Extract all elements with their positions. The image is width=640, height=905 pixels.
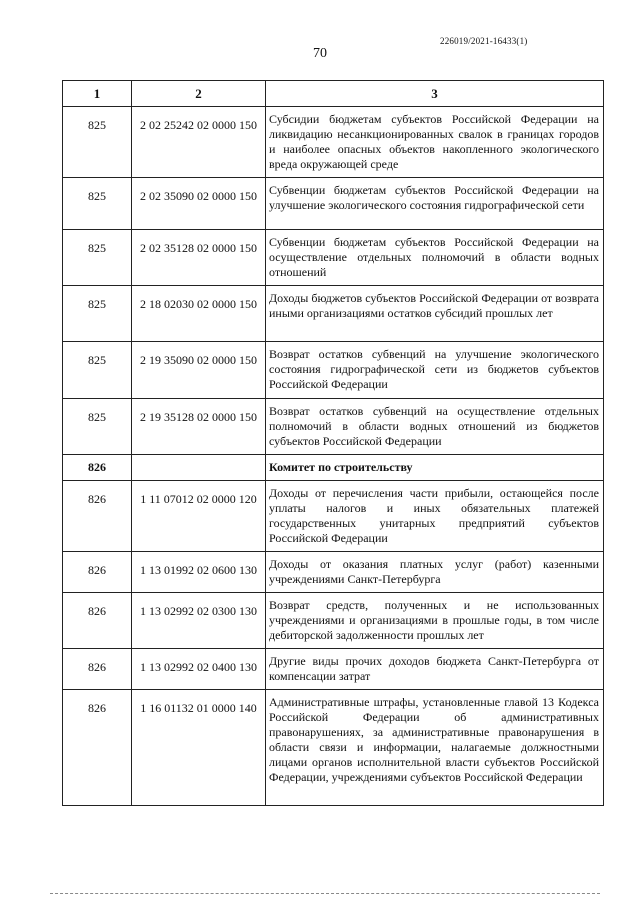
column-header-1: 1 bbox=[63, 81, 132, 107]
description-cell-text: Комитет по строительству bbox=[269, 460, 413, 474]
admin-code-cell bbox=[63, 178, 132, 230]
description-cell bbox=[266, 649, 604, 690]
table-row bbox=[63, 455, 604, 481]
admin-code-cell bbox=[63, 649, 132, 690]
description-cell bbox=[266, 690, 604, 806]
description-cell bbox=[266, 481, 604, 552]
description-cell bbox=[266, 593, 604, 649]
admin-code-cell bbox=[63, 690, 132, 806]
table-row bbox=[63, 690, 604, 806]
admin-code-cell bbox=[63, 286, 132, 342]
admin-code-cell-text: 825 bbox=[88, 410, 106, 424]
kbk-code-cell-text: 1 13 01992 02 0600 130 bbox=[140, 563, 257, 577]
table-row bbox=[63, 107, 604, 178]
admin-code-cell bbox=[63, 552, 132, 593]
description-cell bbox=[266, 230, 604, 286]
kbk-code-cell-text: 2 18 02030 02 0000 150 bbox=[140, 297, 257, 311]
description-cell-text: Субсидии бюджетам субъектов Российской Федерации на ликвидацию несанкционированных свалок в границах городов и наиболее опасных объектов накопленного экологического вреда окружающей среде bbox=[269, 112, 599, 171]
table-row bbox=[63, 481, 604, 552]
table-row bbox=[63, 230, 604, 286]
admin-code-cell bbox=[63, 107, 132, 178]
page-number: 70 bbox=[313, 46, 327, 61]
description-cell-text: Возврат остатков субвенций на улучшение экологического состояния гидрографической сети из бюджетов субъектов Российской Федерации bbox=[269, 347, 599, 391]
description-cell-text: Возврат остатков субвенций на осуществление отдельных полномочий в области водных отношений из бюджетов субъектов Российской Федерации bbox=[269, 404, 599, 448]
kbk-code-cell-text: 2 02 35090 02 0000 150 bbox=[140, 189, 257, 203]
description-cell-text: Возврат средств, полученных и не использованных учреждениями и организациями в прошлые годы, в том числе дебиторской задолженности прошлых лет bbox=[269, 598, 599, 642]
kbk-code-cell bbox=[132, 649, 266, 690]
admin-code-cell-text: 826 bbox=[88, 660, 106, 674]
kbk-code-cell-text: 2 02 25242 02 0000 150 bbox=[140, 118, 257, 132]
table-body bbox=[63, 107, 604, 806]
admin-code-cell-text: 826 bbox=[88, 604, 106, 618]
description-cell-text: Доходы от перечисления части прибыли, остающейся после уплаты налогов и иных обязательных платежей государственных унитарных предприятий субъектов Российской Федерации bbox=[269, 486, 599, 545]
admin-code-cell-text: 826 bbox=[88, 492, 106, 506]
kbk-code-cell bbox=[132, 286, 266, 342]
document-id: 226019/2021-16433(1) bbox=[440, 36, 528, 46]
kbk-code-cell-text: 2 19 35128 02 0000 150 bbox=[140, 410, 257, 424]
admin-code-cell bbox=[63, 455, 132, 481]
kbk-code-cell bbox=[132, 178, 266, 230]
kbk-code-cell bbox=[132, 690, 266, 806]
table-row bbox=[63, 649, 604, 690]
admin-code-cell bbox=[63, 481, 132, 552]
kbk-code-cell-text bbox=[132, 455, 265, 466]
description-cell bbox=[266, 342, 604, 399]
kbk-code-cell bbox=[132, 552, 266, 593]
kbk-code-cell-text: 2 19 35090 02 0000 150 bbox=[140, 353, 257, 367]
kbk-code-cell bbox=[132, 455, 266, 481]
admin-code-cell-text: 825 bbox=[88, 118, 106, 132]
admin-code-cell-text: 826 bbox=[88, 460, 106, 474]
kbk-code-cell-text: 1 16 01132 01 0000 140 bbox=[140, 701, 257, 715]
column-header-3: 3 bbox=[266, 81, 604, 107]
admin-code-cell bbox=[63, 593, 132, 649]
kbk-code-cell bbox=[132, 399, 266, 455]
table-row bbox=[63, 552, 604, 593]
budget-classification-table bbox=[62, 80, 604, 806]
description-cell-text: Субвенции бюджетам субъектов Российской Федерации на осуществление отдельных полномочий в области водных отношений bbox=[269, 235, 599, 279]
column-header-2: 2 bbox=[132, 81, 266, 107]
admin-code-cell bbox=[63, 230, 132, 286]
table-row bbox=[63, 399, 604, 455]
table-row bbox=[63, 178, 604, 230]
description-cell bbox=[266, 455, 604, 481]
description-cell bbox=[266, 552, 604, 593]
admin-code-cell-text: 825 bbox=[88, 189, 106, 203]
admin-code-cell-text: 825 bbox=[88, 297, 106, 311]
description-cell-text: Субвенции бюджетам субъектов Российской Федерации на улучшение экологического состояния гидрографической сети bbox=[269, 183, 599, 212]
description-cell bbox=[266, 178, 604, 230]
admin-code-cell-text: 826 bbox=[88, 563, 106, 577]
kbk-code-cell bbox=[132, 481, 266, 552]
table-row bbox=[63, 342, 604, 399]
kbk-code-cell-text: 2 02 35128 02 0000 150 bbox=[140, 241, 257, 255]
table-header-row bbox=[63, 81, 604, 107]
description-cell-text: Административные штрафы, установленные главой 13 Кодекса Российской Федерации об административных правонарушениях, за административные правонарушения в области связи и информации, налагаемые должностными лицами органов исполнительной власти субъектов Российской Федерации, учреждениями субъектов Российской Федерации bbox=[269, 695, 599, 784]
table-row bbox=[63, 593, 604, 649]
description-cell-text: Доходы от оказания платных услуг (работ) казенными учреждениями Санкт-Петербурга bbox=[269, 557, 599, 586]
admin-code-cell bbox=[63, 342, 132, 399]
kbk-code-cell-text: 1 13 02992 02 0400 130 bbox=[140, 660, 257, 674]
kbk-code-cell bbox=[132, 342, 266, 399]
page-bottom-rule bbox=[50, 893, 600, 894]
admin-code-cell-text: 825 bbox=[88, 353, 106, 367]
admin-code-cell-text: 826 bbox=[88, 701, 106, 715]
kbk-code-cell bbox=[132, 107, 266, 178]
description-cell bbox=[266, 286, 604, 342]
kbk-code-cell bbox=[132, 593, 266, 649]
admin-code-cell-text: 825 bbox=[88, 241, 106, 255]
table-row bbox=[63, 286, 604, 342]
kbk-code-cell-text: 1 13 02992 02 0300 130 bbox=[140, 604, 257, 618]
admin-code-cell bbox=[63, 399, 132, 455]
kbk-code-cell bbox=[132, 230, 266, 286]
kbk-code-cell-text: 1 11 07012 02 0000 120 bbox=[140, 492, 257, 506]
description-cell bbox=[266, 107, 604, 178]
description-cell bbox=[266, 399, 604, 455]
description-cell-text: Другие виды прочих доходов бюджета Санкт-Петербурга от компенсации затрат bbox=[269, 654, 599, 683]
description-cell-text: Доходы бюджетов субъектов Российской Федерации от возврата иными организациями остатков субсидий прошлых лет bbox=[269, 291, 599, 320]
